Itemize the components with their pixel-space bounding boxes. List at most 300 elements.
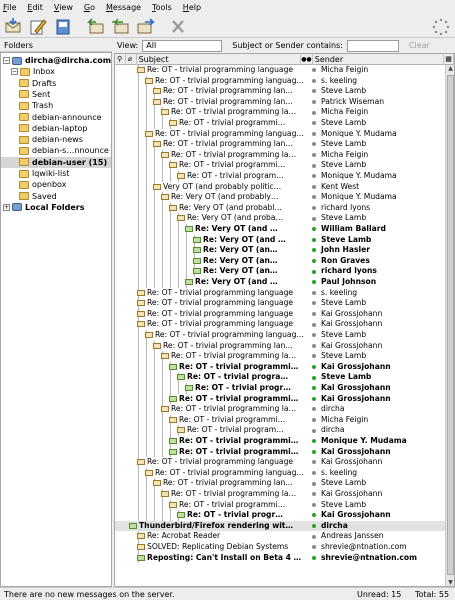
subject-cell — [115, 107, 309, 118]
thread-line — [162, 256, 163, 267]
message-row[interactable] — [115, 288, 446, 299]
thread-line — [170, 235, 171, 246]
read-dot-icon — [312, 153, 316, 157]
subject-cell — [115, 171, 309, 182]
read-dot-icon — [312, 185, 316, 189]
folder-icon — [19, 147, 29, 155]
read-status-dot[interactable] — [309, 513, 318, 517]
thread-line — [146, 394, 147, 405]
message-row[interactable] — [115, 468, 446, 479]
read-status-dot[interactable] — [309, 111, 318, 115]
thread-line — [146, 351, 147, 362]
message-subject: Re: OT - trivial programming language — [147, 319, 294, 329]
message-row[interactable] — [115, 510, 446, 521]
thread-column-icon[interactable]: ⚲ — [115, 54, 126, 65]
thread-line — [154, 235, 155, 246]
read-dot-icon — [312, 206, 316, 210]
read-status-dot[interactable] — [309, 238, 318, 242]
read-status-dot[interactable] — [309, 142, 318, 146]
read-status-dot[interactable] — [309, 354, 318, 358]
thread-line — [146, 192, 147, 203]
thread-line — [146, 478, 147, 489]
thread-line — [146, 489, 147, 500]
scroll-down-icon[interactable]: ▼ — [448, 579, 453, 586]
message-icon — [169, 417, 177, 423]
thread-line — [154, 277, 155, 288]
message-row[interactable] — [115, 129, 446, 140]
write-button[interactable] — [28, 17, 48, 35]
folder-icon — [19, 158, 29, 166]
menu-message[interactable]: Message — [106, 2, 142, 12]
message-row[interactable] — [115, 224, 446, 235]
thread-line — [178, 224, 179, 235]
subject-cell — [115, 447, 309, 458]
folder-label: debian-s…nnounce — [32, 146, 109, 156]
message-sender: Patrick Wiseman — [321, 96, 385, 106]
thread-line — [162, 362, 163, 373]
message-sender: shrevie@ntnation.com — [321, 552, 418, 562]
folder-icon — [19, 170, 29, 178]
forward-icon — [137, 18, 155, 35]
message-row[interactable] — [115, 298, 446, 309]
thread-line — [178, 256, 179, 267]
folder-label: debian-user (15) — [32, 157, 108, 167]
forward-button[interactable] — [136, 17, 156, 35]
read-status-dot[interactable] — [309, 280, 318, 284]
thread-line — [162, 510, 163, 521]
message-row[interactable] — [115, 531, 446, 542]
clear-button[interactable]: Clear — [408, 41, 430, 50]
column-header — [115, 54, 454, 65]
read-status-dot[interactable] — [309, 174, 318, 178]
thread-line — [162, 372, 163, 383]
message-row[interactable] — [115, 256, 446, 267]
read-status-dot[interactable] — [309, 535, 318, 539]
thread-line — [162, 500, 163, 511]
message-sender: Steve Lamb — [321, 478, 367, 488]
view-select[interactable]: All — [142, 40, 222, 52]
read-status-dot[interactable] — [309, 259, 318, 263]
thread-line — [162, 171, 163, 182]
thread-line — [138, 415, 139, 426]
message-icon — [145, 78, 153, 84]
message-row[interactable] — [115, 245, 446, 256]
read-status-dot[interactable] — [309, 121, 318, 125]
read-dot-icon — [312, 164, 316, 168]
thread-line — [146, 182, 147, 193]
read-dot-icon — [312, 344, 316, 348]
menu-tools[interactable]: Tools — [152, 2, 172, 12]
message-row[interactable] — [115, 330, 446, 341]
message-row[interactable] — [115, 319, 446, 330]
unread-dot-icon — [312, 259, 316, 263]
thread-line — [146, 510, 147, 521]
message-row[interactable] — [115, 309, 446, 320]
message-subject: Thunderbird/Firefox rendering wit… — [139, 520, 294, 530]
read-status-dot[interactable] — [309, 100, 318, 104]
message-icon — [153, 343, 161, 349]
message-row[interactable] — [115, 383, 446, 394]
read-status-dot[interactable] — [309, 556, 318, 560]
message-row[interactable] — [115, 97, 446, 108]
thread-line — [146, 266, 147, 277]
folder-item[interactable] — [1, 202, 111, 213]
message-subject: Re: OT - trivial programming language — [147, 457, 294, 467]
folder-label: debian-announce — [32, 112, 102, 122]
thread-line — [178, 383, 179, 394]
read-status-dot[interactable] — [309, 460, 318, 464]
unread-message-icon — [137, 555, 145, 561]
read-status-dot[interactable] — [309, 248, 318, 252]
thread-line — [138, 203, 139, 214]
read-status-dot[interactable] — [309, 301, 318, 305]
menu-view[interactable]: View — [53, 2, 73, 12]
folder-item[interactable] — [1, 134, 111, 145]
thread-line — [154, 489, 155, 500]
thread-line — [138, 341, 139, 352]
message-sender: Kai Grossjohann — [321, 457, 383, 467]
collapse-icon[interactable]: − — [12, 68, 18, 76]
read-status-dot[interactable] — [309, 270, 318, 274]
read-status-dot[interactable] — [309, 312, 318, 316]
message-row[interactable] — [115, 266, 446, 277]
message-icon — [137, 311, 145, 317]
thread-line — [138, 489, 139, 500]
message-row[interactable] — [115, 107, 446, 118]
subject-column-header[interactable]: Subject — [137, 54, 302, 65]
message-row[interactable] — [115, 372, 446, 383]
folder-item[interactable] — [1, 145, 111, 156]
subject-cell — [115, 203, 309, 214]
read-dot-icon — [312, 312, 316, 316]
folder-item[interactable] — [1, 179, 111, 190]
thread-line — [138, 510, 139, 521]
message-icon — [169, 162, 177, 168]
folder-item[interactable] — [1, 55, 111, 66]
message-subject: Re: Very OT (and … — [203, 234, 286, 244]
unread-dot-icon — [312, 439, 316, 443]
message-row[interactable] — [115, 478, 446, 489]
read-status-dot[interactable] — [309, 471, 318, 475]
read-status-dot[interactable] — [309, 365, 318, 369]
subject-cell — [115, 351, 309, 362]
folder-label: debian-laptop — [32, 123, 88, 133]
sender-column-header[interactable]: Sender — [313, 54, 444, 65]
message-row[interactable] — [115, 362, 446, 373]
folder-label: Saved — [32, 191, 57, 201]
read-dot-icon — [312, 301, 316, 305]
thread-scrollbar[interactable] — [445, 65, 454, 587]
thread-line — [154, 213, 155, 224]
subject-cell — [115, 531, 309, 542]
read-status-dot[interactable] — [309, 132, 318, 136]
menu-edit[interactable]: Edit — [27, 2, 43, 12]
message-row[interactable] — [115, 76, 446, 87]
message-row[interactable] — [115, 415, 446, 426]
folder-label: Inbox — [33, 67, 55, 77]
folder-label: Local Folders — [25, 202, 85, 212]
message-sender: Micha Feigin — [321, 414, 369, 424]
folder-item[interactable] — [1, 78, 111, 89]
message-sender: Monique Y. Mudama — [321, 192, 397, 202]
read-dot-icon — [312, 407, 316, 411]
attachment-column-icon[interactable]: ⌀ — [126, 54, 137, 65]
subject-cell — [115, 309, 309, 320]
read-status-dot[interactable] — [309, 418, 318, 422]
read-status-dot[interactable] — [309, 450, 318, 454]
column-picker-icon[interactable]: ▦ — [444, 54, 454, 65]
message-icon — [161, 152, 169, 158]
folder-label: lqwiki-list — [32, 169, 70, 178]
folder-item[interactable] — [1, 89, 111, 100]
thread-line — [138, 372, 139, 383]
subject-cell — [115, 404, 309, 415]
read-status-dot[interactable] — [309, 333, 318, 337]
message-row[interactable] — [115, 553, 446, 564]
subject-cell — [115, 542, 309, 553]
thread-line — [138, 394, 139, 405]
message-icon — [169, 502, 177, 508]
search-input[interactable] — [347, 40, 399, 52]
message-row[interactable] — [115, 182, 446, 193]
message-sender: Monique Y. Mudama — [321, 436, 407, 445]
message-icon — [169, 205, 177, 211]
folder-item[interactable] — [1, 168, 111, 179]
thread-line — [146, 256, 147, 267]
message-sender: Steve Lamb — [321, 499, 367, 509]
read-status-dot[interactable] — [309, 227, 318, 231]
read-status-dot[interactable] — [309, 164, 318, 168]
message-row[interactable] — [115, 213, 446, 224]
view-label: View: — [117, 41, 139, 50]
message-row[interactable] — [115, 425, 446, 436]
read-dot-icon — [312, 68, 316, 72]
thread-line — [146, 425, 147, 436]
thread-line — [178, 235, 179, 246]
search-label: Subject or Sender contains: — [232, 41, 343, 50]
read-dot-icon — [312, 174, 316, 178]
folder-icon — [20, 68, 30, 76]
message-row[interactable] — [115, 351, 446, 362]
thread-line — [162, 383, 163, 394]
menu-file[interactable]: File — [3, 2, 17, 12]
unread-dot-icon — [312, 376, 316, 380]
delete-button[interactable] — [168, 17, 188, 35]
message-row[interactable] — [115, 150, 446, 161]
read-status-dot[interactable] — [309, 386, 318, 390]
read-status-dot[interactable] — [309, 291, 318, 295]
address-book-button[interactable] — [53, 17, 73, 35]
unread-dot-icon — [312, 450, 316, 454]
menu-go[interactable]: Go — [83, 2, 95, 12]
message-sender: Steve Lamb — [321, 298, 367, 308]
subject-cell — [115, 160, 309, 171]
read-status-dot[interactable] — [309, 376, 318, 380]
read-status-dot[interactable] — [309, 153, 318, 157]
thread-line — [154, 383, 155, 394]
message-subject: Re: OT - trivial program… — [187, 171, 284, 180]
read-dot-icon — [312, 535, 316, 539]
folder-item[interactable] — [1, 100, 111, 111]
message-row[interactable] — [115, 160, 446, 171]
thread-line — [138, 266, 139, 277]
unread-dot-icon — [312, 397, 316, 401]
scroll-up-icon[interactable]: ▲ — [448, 65, 453, 72]
read-status-column-icon[interactable]: ●● — [301, 55, 312, 63]
message-subject: Re: OT - trivial programming la… — [171, 107, 297, 117]
unread-message-icon — [169, 396, 177, 402]
message-row[interactable] — [115, 277, 446, 288]
read-status-dot[interactable] — [309, 397, 318, 401]
message-sender: Kai Grossjohann — [321, 340, 383, 350]
message-row[interactable] — [115, 521, 446, 532]
read-status-dot[interactable] — [309, 344, 318, 348]
message-subject: Re: Very OT (and probably… — [171, 192, 279, 202]
read-dot-icon — [312, 89, 316, 93]
read-status-dot[interactable] — [309, 195, 318, 199]
menu-help[interactable]: Help — [182, 2, 202, 12]
message-row[interactable] — [115, 394, 446, 405]
thread-line — [178, 266, 179, 277]
message-row[interactable] — [115, 341, 446, 352]
thread-line — [178, 277, 179, 288]
message-row[interactable] — [115, 65, 446, 76]
thread-line — [146, 341, 147, 352]
thread-line — [154, 160, 155, 171]
read-dot-icon — [312, 492, 316, 496]
read-status-dot[interactable] — [309, 407, 318, 411]
thread-line — [162, 277, 163, 288]
message-row[interactable] — [115, 436, 446, 447]
message-row[interactable] — [115, 86, 446, 97]
read-status-dot[interactable] — [309, 68, 318, 72]
folder-item[interactable] — [1, 66, 111, 77]
folder-item[interactable] — [1, 123, 111, 134]
read-status-dot[interactable] — [309, 524, 318, 528]
read-status-dot[interactable] — [309, 185, 318, 189]
message-sender: Steve Lamb — [321, 330, 367, 339]
get-mail-button[interactable] — [3, 17, 23, 35]
message-sender: s. keeling — [321, 287, 358, 297]
message-list-pane — [114, 39, 455, 587]
reply-button[interactable] — [85, 17, 105, 35]
folder-label: Drafts — [32, 78, 57, 88]
message-subject: Re: OT - trivial programmi… — [179, 414, 286, 424]
thread-line — [162, 235, 163, 246]
read-status-dot[interactable] — [309, 439, 318, 443]
reply-all-button[interactable] — [110, 17, 130, 35]
thread-line — [138, 404, 139, 415]
message-icon — [137, 67, 145, 73]
subject-cell — [115, 468, 309, 479]
thread-line — [154, 224, 155, 235]
folder-tree — [0, 52, 112, 587]
filter-bar — [114, 39, 455, 52]
message-subject: Very OT (and probably politic… — [163, 181, 282, 191]
thread-line — [178, 245, 179, 256]
thread-line — [146, 383, 147, 394]
thread-line — [138, 129, 139, 140]
folder-item[interactable] — [1, 112, 111, 123]
thread-line — [138, 192, 139, 203]
message-row[interactable] — [115, 404, 446, 415]
read-status-dot[interactable] — [309, 492, 318, 496]
message-row[interactable] — [115, 235, 446, 246]
unread-dot-icon — [312, 238, 316, 242]
read-status-dot[interactable] — [309, 545, 318, 549]
read-status-dot[interactable] — [309, 429, 318, 433]
unread-message-icon — [193, 258, 201, 264]
message-subject: Re: OT - trivial programmi… — [179, 436, 299, 445]
read-status-dot[interactable] — [309, 89, 318, 93]
message-row[interactable] — [115, 139, 446, 150]
read-status-dot[interactable] — [309, 79, 318, 83]
message-subject: Re: OT - trivial program… — [187, 425, 284, 435]
thread-line — [162, 213, 163, 224]
folder-item[interactable] — [1, 157, 111, 168]
reply-icon — [86, 18, 104, 35]
subject-cell — [115, 372, 309, 383]
read-status-dot[interactable] — [309, 217, 318, 221]
thread-line — [138, 330, 139, 341]
read-status-dot[interactable] — [309, 323, 318, 327]
message-row[interactable] — [115, 118, 446, 129]
read-status-dot[interactable] — [309, 503, 318, 507]
thread-line — [138, 118, 139, 129]
read-dot-icon — [312, 429, 316, 433]
read-dot-icon — [312, 323, 316, 327]
read-dot-icon — [312, 482, 316, 486]
read-status-dot[interactable] — [309, 482, 318, 486]
expand-icon[interactable]: + — [4, 203, 10, 211]
message-row[interactable] — [115, 447, 446, 458]
message-row[interactable] — [115, 192, 446, 203]
scroll-thumb[interactable] — [447, 75, 454, 575]
thread-line — [138, 478, 139, 489]
thread-line — [138, 245, 139, 256]
message-row[interactable] — [115, 203, 446, 214]
message-row[interactable] — [115, 542, 446, 553]
subject-cell — [115, 383, 309, 394]
message-sender: dircha — [321, 520, 348, 530]
message-subject: Re: Acrobat Reader — [147, 531, 221, 541]
read-dot-icon — [312, 132, 316, 136]
read-status-dot[interactable] — [309, 206, 318, 210]
message-sender: Monique Y. Mudama — [321, 128, 397, 138]
thread-line — [146, 372, 147, 383]
subject-cell — [115, 224, 309, 235]
subject-cell — [115, 182, 309, 193]
thread-line — [138, 425, 139, 436]
thread-line — [146, 245, 147, 256]
message-row[interactable] — [115, 457, 446, 468]
message-sender: Steve Lamb — [321, 160, 367, 170]
thread-line — [170, 425, 171, 436]
thread-line — [154, 394, 155, 405]
message-row[interactable] — [115, 500, 446, 511]
thread-line — [154, 150, 155, 161]
thread-line — [154, 171, 155, 182]
thread-line — [162, 118, 163, 129]
message-sender: s. keeling — [321, 75, 358, 85]
thread-line — [146, 362, 147, 373]
folder-item[interactable] — [1, 191, 111, 202]
message-row[interactable] — [115, 171, 446, 182]
thread-line — [146, 171, 147, 182]
message-row[interactable] — [115, 489, 446, 500]
thread-line — [146, 139, 147, 150]
collapse-icon[interactable]: − — [4, 57, 10, 64]
